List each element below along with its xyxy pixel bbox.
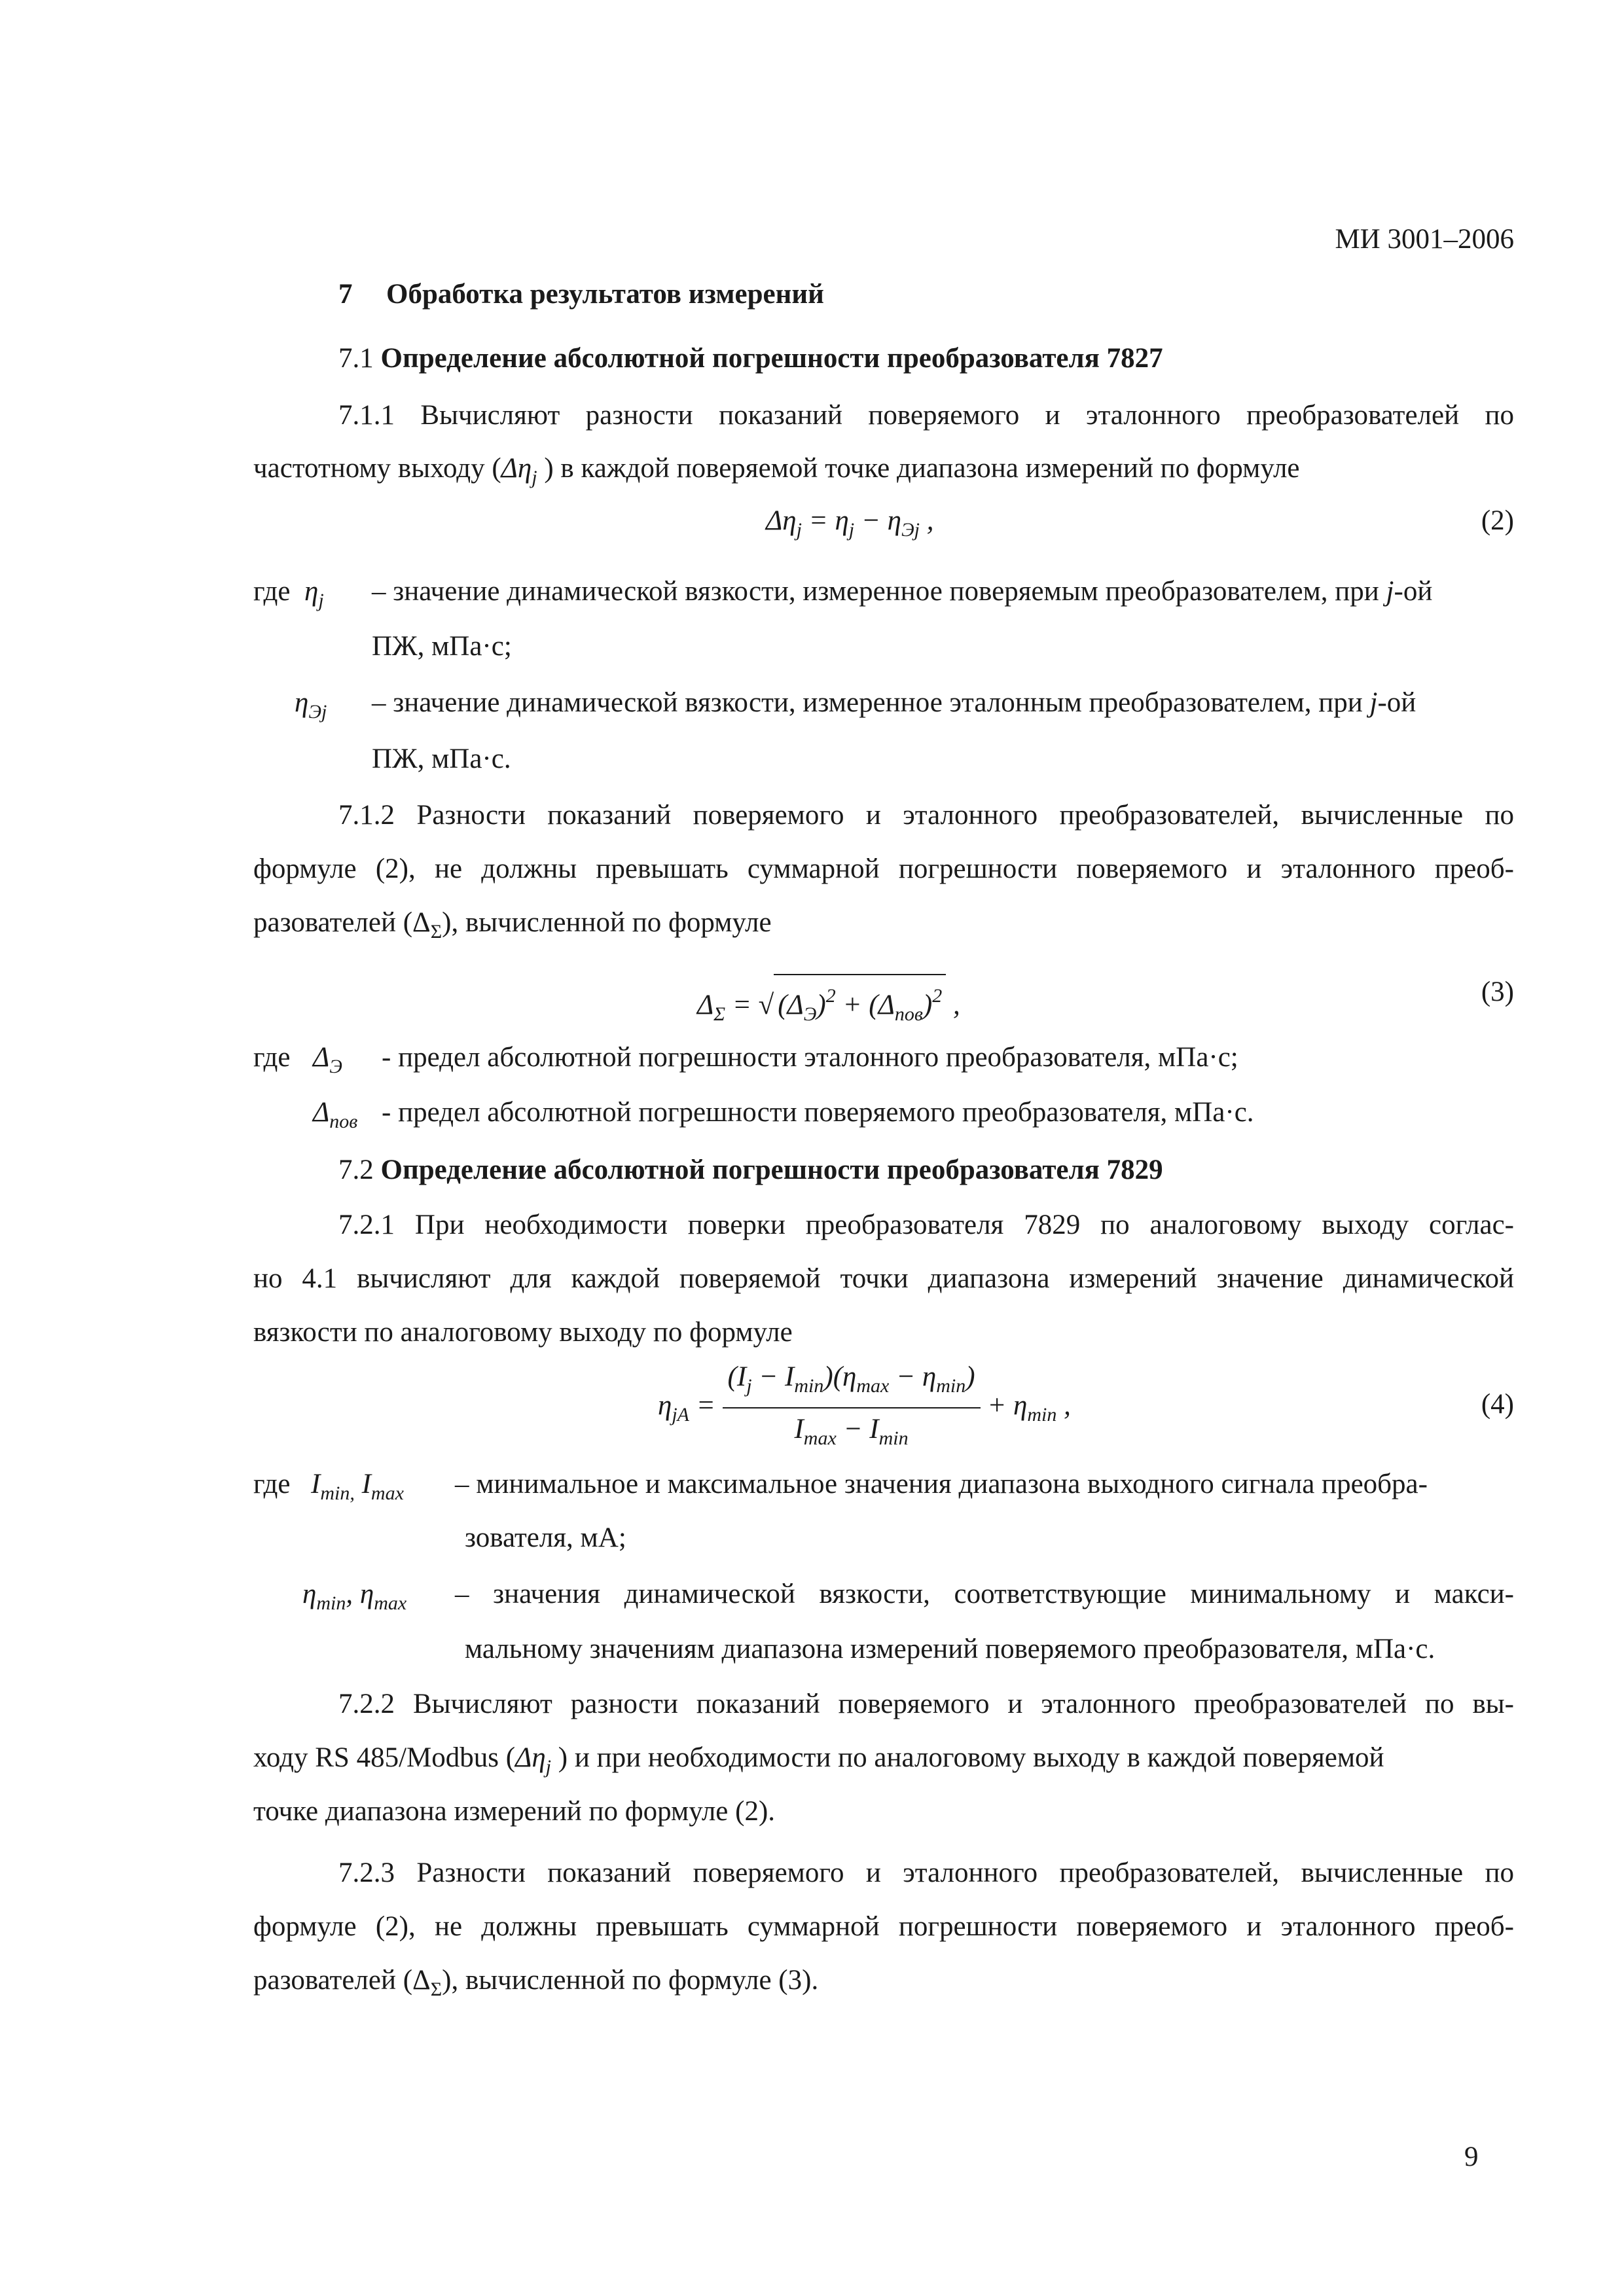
formula-2: $\Delta\eta_j = \eta_j - \eta_{Эj}$ , bbox=[766, 505, 934, 541]
formula-4: $\eta_{jA}$ = $\frac{(I_j - I_{min})(\eta_{max} - \eta_{min})}{I_{max} - I_{min}}$ + $\eta_{min}$ , bbox=[658, 1359, 1071, 1457]
paragraph-line: но 4.1 вычисляют для каждой поверяемой точки диапазона измерений значение динамической bbox=[253, 1263, 1514, 1294]
paragraph-line: частотному выходу ($\Delta\eta_j$ ) в каждой поверяемой точке диапазона измерений по формуле bbox=[253, 453, 1300, 488]
eta-min-max-symbol: $\eta_{min}$, $\eta_{max}$ bbox=[302, 1579, 407, 1614]
paragraph-line: 7.2.1 При необходимости поверки преобразователя 7829 по аналоговому выходу соглас- bbox=[338, 1210, 1514, 1240]
eta-ej-description: – значение динамической вязкости, измеренное эталонным преобразователем, при j-ой bbox=[372, 687, 1416, 718]
page-number: 9 bbox=[1464, 2142, 1479, 2172]
paragraph-line: 7.2.3 Разности показаний поверяемого и эталонного преобразователей, вычисленные по bbox=[338, 1857, 1514, 1888]
delta-eta-j-symbol: $\Delta\eta_j$ bbox=[515, 1742, 552, 1778]
formula-3-label: (3) bbox=[1481, 977, 1514, 1007]
formula-3: $\Delta_\Sigma$ = √ $(\Delta_Э)^2 + (\Delta_{пов})^2$ , bbox=[697, 974, 960, 1033]
unit-line: ПЖ, мПа·с. bbox=[372, 744, 511, 774]
imin-imax-symbol: $I_{min,}$ $I_{max}$ bbox=[311, 1469, 404, 1504]
formula-4-label: (4) bbox=[1481, 1389, 1514, 1420]
document-code: МИ 3001–2006 bbox=[1335, 224, 1514, 255]
paragraph-line: точке диапазона измерений по формуле (2). bbox=[253, 1796, 776, 1827]
eta-min-max-description-cont: мальному значениям диапазона измерений поверяемого преобразователя, мПа·с. bbox=[465, 1634, 1435, 1664]
paragraph-line: разователей $(\Delta_\Sigma)$, вычисленной по формуле bbox=[253, 907, 772, 942]
paragraph-line: формуле (2), не должны превышать суммарной погрешности поверяемого и эталонного преоб- bbox=[253, 1911, 1514, 1942]
subsection-title: Определение абсолютной погрешности преобразователя 7829 bbox=[380, 1155, 1163, 1185]
subsection-number: 7.2 bbox=[338, 1155, 374, 1185]
delta-e-symbol: $\Delta_Э$ bbox=[313, 1042, 342, 1077]
unit-line: ПЖ, мПа·с; bbox=[372, 631, 512, 662]
formula-2-label: (2) bbox=[1481, 505, 1514, 536]
imin-imax-description: – минимальное и максимальное значения диапазона выходного сигнала преобра- bbox=[455, 1469, 1428, 1499]
subsection-heading-7-1 bbox=[338, 340, 1163, 377]
delta-e-description: - предел абсолютной погрешности эталонного преобразователя, мПа·с; bbox=[382, 1042, 1238, 1073]
where-label: где bbox=[253, 576, 291, 607]
paragraph-line: 7.1.1 Вычисляют разности показаний поверяемого и эталонного преобразователей по bbox=[338, 400, 1514, 431]
eta-j-description: – значение динамической вязкости, измеренное поверяемым преобразователем, при j-ой bbox=[372, 576, 1433, 607]
paragraph-line: 7.2.2 Вычисляют разности показаний поверяемого и эталонного преобразователей по вы- bbox=[338, 1689, 1514, 1719]
paragraph-line: вязкости по аналоговому выходу по формуле bbox=[253, 1317, 793, 1348]
where-label: где bbox=[253, 1042, 291, 1073]
subsection-number: 7.1 bbox=[338, 343, 374, 374]
section-title: Обработка результатов измерений bbox=[386, 279, 824, 310]
delta-pov-symbol: $\Delta_{пов}$ bbox=[313, 1097, 358, 1132]
eta-ej-symbol: $\eta_{Эj}$ bbox=[295, 687, 327, 723]
paragraph-line: разователей $(\Delta_\Sigma)$, вычисленной по формуле (3). bbox=[253, 1965, 819, 2000]
subsection-heading-7-2 bbox=[338, 1152, 1163, 1189]
where-label: где bbox=[253, 1469, 291, 1499]
paragraph-line: формуле (2), не должны превышать суммарной погрешности поверяемого и эталонного преоб- bbox=[253, 853, 1514, 884]
subsection-title: Определение абсолютной погрешности преобразователя 7827 bbox=[380, 343, 1163, 374]
paragraph-line: ходу RS 485/Modbus ($\Delta\eta_j$ ) и при необходимости по аналоговому выходу в каждой поверяемой bbox=[253, 1742, 1384, 1778]
imin-imax-description-cont: зователя, мА; bbox=[465, 1522, 626, 1553]
section-number: 7 bbox=[338, 279, 353, 310]
eta-min-max-description: – значения динамической вязкости, соответствующие минимальному и макси- bbox=[455, 1579, 1514, 1609]
paragraph-line: 7.1.2 Разности показаний поверяемого и эталонного преобразователей, вычисленные по bbox=[338, 800, 1514, 831]
eta-j-symbol: $\eta_j$ bbox=[304, 576, 324, 611]
delta-pov-description: - предел абсолютной погрешности поверяемого преобразователя, мПа·с. bbox=[382, 1097, 1254, 1128]
delta-eta-j-symbol: $\Delta\eta_j$ bbox=[501, 453, 537, 488]
